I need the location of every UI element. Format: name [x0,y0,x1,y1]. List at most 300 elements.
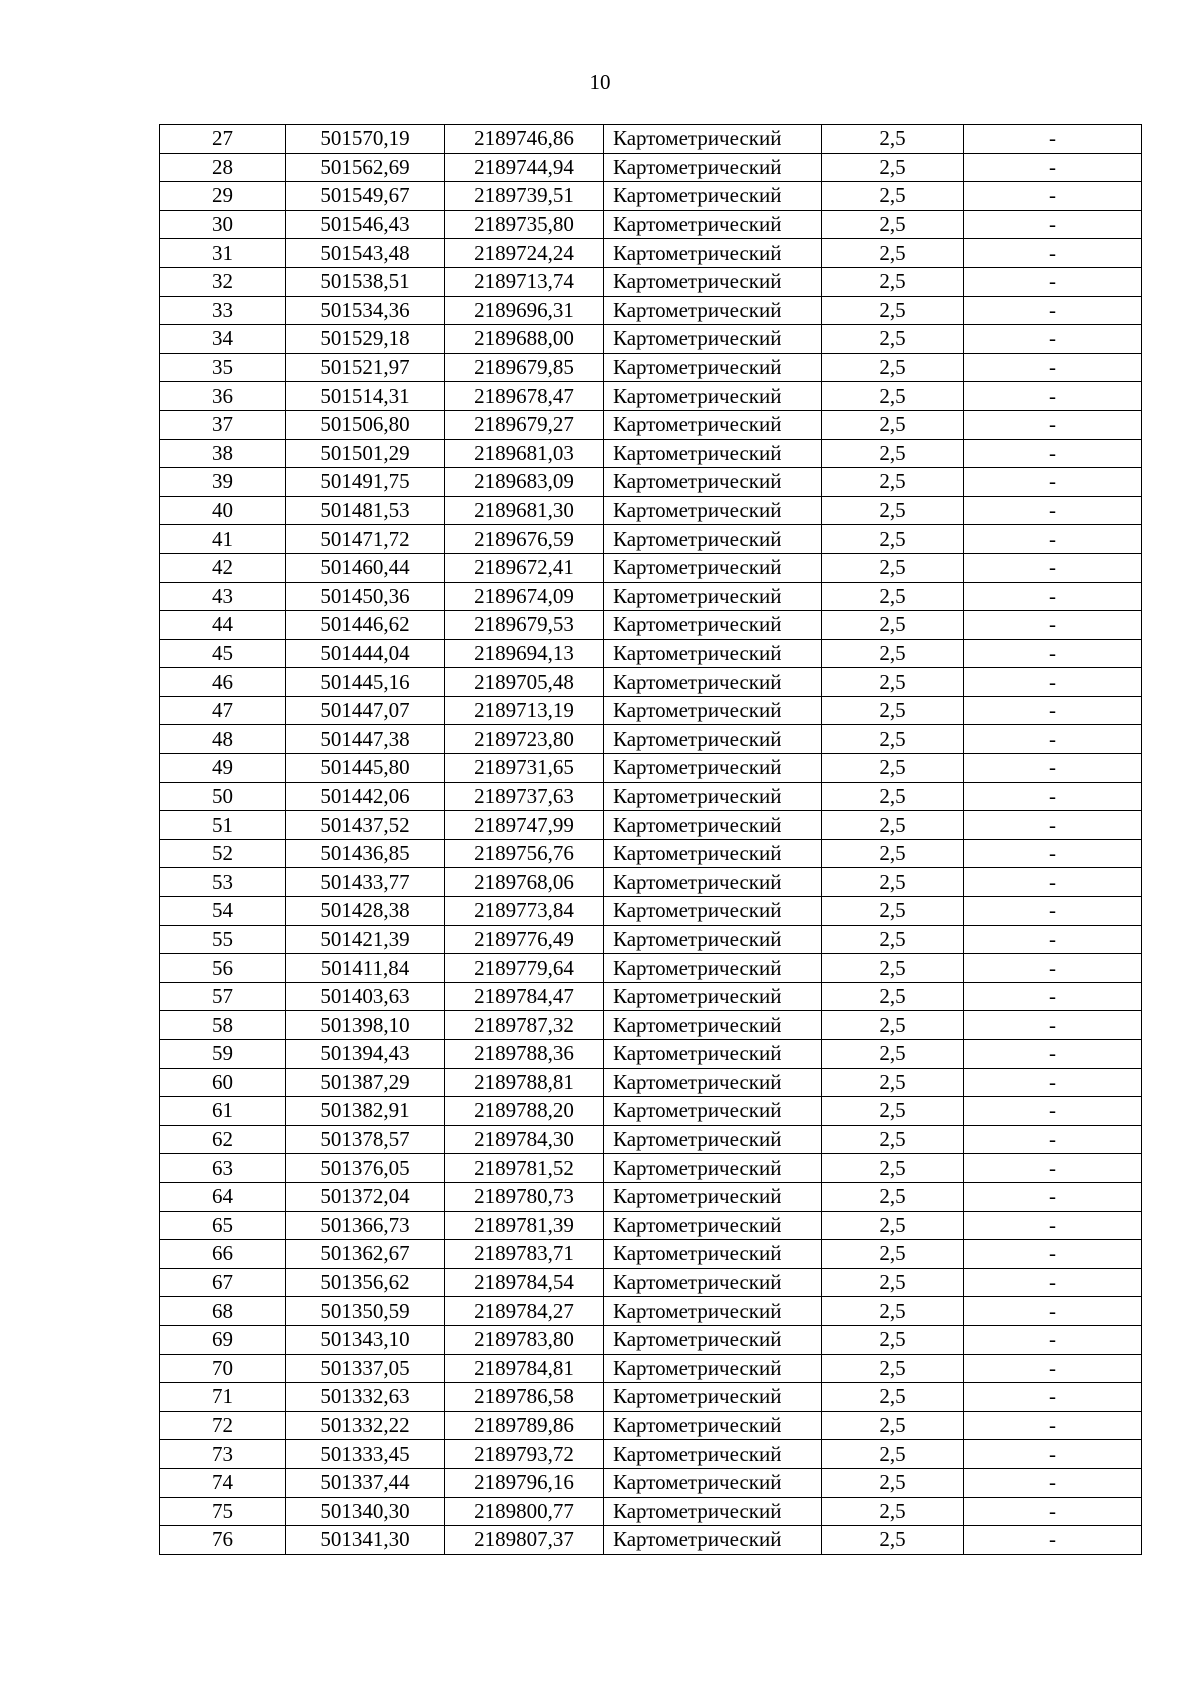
y-coordinate-cell: 2189676,59 [445,525,604,554]
x-coordinate-cell: 501341,30 [286,1526,445,1555]
method-cell: Картометрический [604,1497,822,1526]
accuracy-cell: 2,5 [822,954,964,983]
accuracy-cell: 2,5 [822,897,964,926]
accuracy-cell: 2,5 [822,982,964,1011]
table-row [160,439,1142,468]
table-row [160,1526,1142,1555]
accuracy-cell: 2,5 [822,410,964,439]
y-coordinate-cell: 2189739,51 [445,182,604,211]
accuracy-cell: 2,5 [822,1040,964,1069]
x-coordinate-cell: 501514,31 [286,382,445,411]
description-cell: - [964,239,1142,268]
y-coordinate-cell: 2189783,71 [445,1240,604,1269]
description-cell: - [964,1211,1142,1240]
method-cell: Картометрический [604,639,822,668]
method-cell: Картометрический [604,210,822,239]
table-row [160,1182,1142,1211]
table-row [160,639,1142,668]
method-cell: Картометрический [604,1125,822,1154]
description-cell: - [964,925,1142,954]
point-number-cell: 74 [160,1468,286,1497]
method-cell: Картометрический [604,325,822,354]
accuracy-cell: 2,5 [822,1325,964,1354]
method-cell: Картометрический [604,811,822,840]
description-cell: - [964,325,1142,354]
table-row [160,468,1142,497]
x-coordinate-cell: 501433,77 [286,868,445,897]
accuracy-cell: 2,5 [822,839,964,868]
x-coordinate-cell: 501382,91 [286,1097,445,1126]
x-coordinate-cell: 501437,52 [286,811,445,840]
point-number-cell: 69 [160,1325,286,1354]
y-coordinate-cell: 2189694,13 [445,639,604,668]
accuracy-cell: 2,5 [822,1497,964,1526]
x-coordinate-cell: 501337,44 [286,1468,445,1497]
x-coordinate-cell: 501450,36 [286,582,445,611]
method-cell: Картометрический [604,267,822,296]
accuracy-cell: 2,5 [822,754,964,783]
description-cell: - [964,696,1142,725]
table-row [160,410,1142,439]
method-cell: Картометрический [604,296,822,325]
y-coordinate-cell: 2189781,39 [445,1211,604,1240]
point-number-cell: 65 [160,1211,286,1240]
y-coordinate-cell: 2189783,80 [445,1325,604,1354]
method-cell: Картометрический [604,1526,822,1555]
accuracy-cell: 2,5 [822,1097,964,1126]
description-cell: - [964,468,1142,497]
point-number-cell: 58 [160,1011,286,1040]
table-row [160,182,1142,211]
description-cell: - [964,382,1142,411]
description-cell: - [964,1440,1142,1469]
accuracy-cell: 2,5 [822,1297,964,1326]
x-coordinate-cell: 501378,57 [286,1125,445,1154]
method-cell: Картометрический [604,1354,822,1383]
description-cell: - [964,439,1142,468]
y-coordinate-cell: 2189679,27 [445,410,604,439]
point-number-cell: 32 [160,267,286,296]
y-coordinate-cell: 2189780,73 [445,1182,604,1211]
y-coordinate-cell: 2189807,37 [445,1526,604,1555]
method-cell: Картометрический [604,582,822,611]
x-coordinate-cell: 501529,18 [286,325,445,354]
x-coordinate-cell: 501549,67 [286,182,445,211]
table-row [160,982,1142,1011]
table-row [160,382,1142,411]
table-row [160,897,1142,926]
x-coordinate-cell: 501546,43 [286,210,445,239]
table-row [160,1125,1142,1154]
y-coordinate-cell: 2189681,30 [445,496,604,525]
point-number-cell: 53 [160,868,286,897]
method-cell: Картометрический [604,125,822,154]
point-number-cell: 62 [160,1125,286,1154]
description-cell: - [964,1383,1142,1412]
accuracy-cell: 2,5 [822,725,964,754]
method-cell: Картометрический [604,1468,822,1497]
point-number-cell: 68 [160,1297,286,1326]
y-coordinate-cell: 2189679,85 [445,353,604,382]
description-cell: - [964,868,1142,897]
y-coordinate-cell: 2189683,09 [445,468,604,497]
table-row [160,754,1142,783]
table-row [160,496,1142,525]
method-cell: Картометрический [604,439,822,468]
accuracy-cell: 2,5 [822,611,964,640]
point-number-cell: 37 [160,410,286,439]
description-cell: - [964,1011,1142,1040]
method-cell: Картометрический [604,182,822,211]
point-number-cell: 46 [160,668,286,697]
description-cell: - [964,1325,1142,1354]
description-cell: - [964,1497,1142,1526]
method-cell: Картометрический [604,496,822,525]
table-row [160,125,1142,154]
x-coordinate-cell: 501428,38 [286,897,445,926]
x-coordinate-cell: 501421,39 [286,925,445,954]
point-number-cell: 60 [160,1068,286,1097]
point-number-cell: 72 [160,1411,286,1440]
x-coordinate-cell: 501570,19 [286,125,445,154]
point-number-cell: 29 [160,182,286,211]
method-cell: Картометрический [604,725,822,754]
y-coordinate-cell: 2189773,84 [445,897,604,926]
x-coordinate-cell: 501376,05 [286,1154,445,1183]
y-coordinate-cell: 2189672,41 [445,553,604,582]
y-coordinate-cell: 2189747,99 [445,811,604,840]
description-cell: - [964,153,1142,182]
accuracy-cell: 2,5 [822,668,964,697]
description-cell: - [964,782,1142,811]
point-number-cell: 56 [160,954,286,983]
x-coordinate-cell: 501501,29 [286,439,445,468]
y-coordinate-cell: 2189784,54 [445,1268,604,1297]
description-cell: - [964,1354,1142,1383]
method-cell: Картометрический [604,1211,822,1240]
table-row [160,868,1142,897]
point-number-cell: 27 [160,125,286,154]
x-coordinate-cell: 501403,63 [286,982,445,1011]
description-cell: - [964,1154,1142,1183]
description-cell: - [964,296,1142,325]
table-row [160,1040,1142,1069]
y-coordinate-cell: 2189788,36 [445,1040,604,1069]
table-row [160,954,1142,983]
method-cell: Картометрический [604,153,822,182]
coordinates-table [159,124,1142,1555]
description-cell: - [964,982,1142,1011]
table-row [160,325,1142,354]
description-cell: - [964,1240,1142,1269]
point-number-cell: 36 [160,382,286,411]
method-cell: Картометрический [604,982,822,1011]
description-cell: - [964,1182,1142,1211]
table-row [160,296,1142,325]
method-cell: Картометрический [604,954,822,983]
y-coordinate-cell: 2189696,31 [445,296,604,325]
accuracy-cell: 2,5 [822,1526,964,1555]
x-coordinate-cell: 501506,80 [286,410,445,439]
y-coordinate-cell: 2189744,94 [445,153,604,182]
y-coordinate-cell: 2189779,64 [445,954,604,983]
method-cell: Картометрический [604,1440,822,1469]
y-coordinate-cell: 2189674,09 [445,582,604,611]
description-cell: - [964,410,1142,439]
table-row [160,553,1142,582]
table-row [160,811,1142,840]
y-coordinate-cell: 2189756,76 [445,839,604,868]
description-cell: - [964,1097,1142,1126]
table-row [160,1011,1142,1040]
accuracy-cell: 2,5 [822,1468,964,1497]
method-cell: Картометрический [604,668,822,697]
y-coordinate-cell: 2189800,77 [445,1497,604,1526]
x-coordinate-cell: 501445,80 [286,754,445,783]
description-cell: - [964,639,1142,668]
description-cell: - [964,1125,1142,1154]
accuracy-cell: 2,5 [822,1268,964,1297]
table-row [160,1440,1142,1469]
accuracy-cell: 2,5 [822,1011,964,1040]
y-coordinate-cell: 2189796,16 [445,1468,604,1497]
y-coordinate-cell: 2189781,52 [445,1154,604,1183]
table-row [160,1411,1142,1440]
x-coordinate-cell: 501411,84 [286,954,445,983]
accuracy-cell: 2,5 [822,1440,964,1469]
method-cell: Картометрический [604,868,822,897]
y-coordinate-cell: 2189784,27 [445,1297,604,1326]
point-number-cell: 48 [160,725,286,754]
method-cell: Картометрический [604,611,822,640]
description-cell: - [964,611,1142,640]
point-number-cell: 38 [160,439,286,468]
description-cell: - [964,1468,1142,1497]
method-cell: Картометрический [604,1097,822,1126]
description-cell: - [964,1411,1142,1440]
table-row [160,1240,1142,1269]
point-number-cell: 47 [160,696,286,725]
coordinates-table-body [160,125,1142,1555]
point-number-cell: 76 [160,1526,286,1555]
method-cell: Картометрический [604,239,822,268]
point-number-cell: 41 [160,525,286,554]
accuracy-cell: 2,5 [822,1068,964,1097]
description-cell: - [964,897,1142,926]
y-coordinate-cell: 2189787,32 [445,1011,604,1040]
description-cell: - [964,725,1142,754]
description-cell: - [964,353,1142,382]
x-coordinate-cell: 501446,62 [286,611,445,640]
y-coordinate-cell: 2189688,00 [445,325,604,354]
x-coordinate-cell: 501343,10 [286,1325,445,1354]
table-row [160,1354,1142,1383]
y-coordinate-cell: 2189681,03 [445,439,604,468]
method-cell: Картометрический [604,410,822,439]
x-coordinate-cell: 501332,63 [286,1383,445,1412]
accuracy-cell: 2,5 [822,468,964,497]
point-number-cell: 33 [160,296,286,325]
method-cell: Картометрический [604,1297,822,1326]
y-coordinate-cell: 2189788,20 [445,1097,604,1126]
description-cell: - [964,811,1142,840]
point-number-cell: 54 [160,897,286,926]
point-number-cell: 43 [160,582,286,611]
point-number-cell: 35 [160,353,286,382]
accuracy-cell: 2,5 [822,925,964,954]
x-coordinate-cell: 501337,05 [286,1354,445,1383]
x-coordinate-cell: 501372,04 [286,1182,445,1211]
accuracy-cell: 2,5 [822,382,964,411]
accuracy-cell: 2,5 [822,325,964,354]
x-coordinate-cell: 501340,30 [286,1497,445,1526]
table-row [160,525,1142,554]
description-cell: - [964,954,1142,983]
y-coordinate-cell: 2189705,48 [445,668,604,697]
point-number-cell: 44 [160,611,286,640]
x-coordinate-cell: 501350,59 [286,1297,445,1326]
method-cell: Картометрический [604,1240,822,1269]
table-row [160,1268,1142,1297]
accuracy-cell: 2,5 [822,353,964,382]
method-cell: Картометрический [604,525,822,554]
x-coordinate-cell: 501447,07 [286,696,445,725]
x-coordinate-cell: 501460,44 [286,553,445,582]
description-cell: - [964,267,1142,296]
y-coordinate-cell: 2189786,58 [445,1383,604,1412]
method-cell: Картометрический [604,1068,822,1097]
y-coordinate-cell: 2189678,47 [445,382,604,411]
point-number-cell: 45 [160,639,286,668]
accuracy-cell: 2,5 [822,525,964,554]
method-cell: Картометрический [604,1011,822,1040]
point-number-cell: 49 [160,754,286,783]
y-coordinate-cell: 2189713,19 [445,696,604,725]
point-number-cell: 59 [160,1040,286,1069]
x-coordinate-cell: 501442,06 [286,782,445,811]
y-coordinate-cell: 2189789,86 [445,1411,604,1440]
description-cell: - [964,1040,1142,1069]
accuracy-cell: 2,5 [822,182,964,211]
point-number-cell: 66 [160,1240,286,1269]
accuracy-cell: 2,5 [822,296,964,325]
description-cell: - [964,754,1142,783]
table-row [160,353,1142,382]
table-row [160,1068,1142,1097]
point-number-cell: 70 [160,1354,286,1383]
table-row [160,1325,1142,1354]
description-cell: - [964,182,1142,211]
method-cell: Картометрический [604,1383,822,1412]
description-cell: - [964,1526,1142,1555]
x-coordinate-cell: 501543,48 [286,239,445,268]
x-coordinate-cell: 501562,69 [286,153,445,182]
x-coordinate-cell: 501356,62 [286,1268,445,1297]
table-row [160,1097,1142,1126]
point-number-cell: 28 [160,153,286,182]
accuracy-cell: 2,5 [822,1125,964,1154]
table-row [160,839,1142,868]
accuracy-cell: 2,5 [822,1211,964,1240]
x-coordinate-cell: 501534,36 [286,296,445,325]
table-row [160,696,1142,725]
table-row [160,1383,1142,1412]
table-row [160,153,1142,182]
x-coordinate-cell: 501436,85 [286,839,445,868]
accuracy-cell: 2,5 [822,239,964,268]
accuracy-cell: 2,5 [822,496,964,525]
x-coordinate-cell: 501333,45 [286,1440,445,1469]
method-cell: Картометрический [604,1411,822,1440]
description-cell: - [964,582,1142,611]
y-coordinate-cell: 2189679,53 [445,611,604,640]
point-number-cell: 63 [160,1154,286,1183]
point-number-cell: 52 [160,839,286,868]
table-row [160,1154,1142,1183]
table-row [160,668,1142,697]
table-row [160,1211,1142,1240]
accuracy-cell: 2,5 [822,125,964,154]
point-number-cell: 73 [160,1440,286,1469]
description-cell: - [964,553,1142,582]
table-row [160,611,1142,640]
table-row [160,1497,1142,1526]
description-cell: - [964,668,1142,697]
x-coordinate-cell: 501387,29 [286,1068,445,1097]
accuracy-cell: 2,5 [822,1383,964,1412]
x-coordinate-cell: 501447,38 [286,725,445,754]
method-cell: Картометрический [604,897,822,926]
method-cell: Картометрический [604,696,822,725]
method-cell: Картометрический [604,1268,822,1297]
accuracy-cell: 2,5 [822,153,964,182]
accuracy-cell: 2,5 [822,267,964,296]
table-row [160,1468,1142,1497]
accuracy-cell: 2,5 [822,811,964,840]
table-row [160,267,1142,296]
table-row [160,239,1142,268]
y-coordinate-cell: 2189788,81 [445,1068,604,1097]
x-coordinate-cell: 501444,04 [286,639,445,668]
y-coordinate-cell: 2189784,30 [445,1125,604,1154]
method-cell: Картометрический [604,553,822,582]
accuracy-cell: 2,5 [822,210,964,239]
description-cell: - [964,839,1142,868]
accuracy-cell: 2,5 [822,1354,964,1383]
x-coordinate-cell: 501538,51 [286,267,445,296]
y-coordinate-cell: 2189793,72 [445,1440,604,1469]
y-coordinate-cell: 2189724,24 [445,239,604,268]
description-cell: - [964,1268,1142,1297]
accuracy-cell: 2,5 [822,582,964,611]
description-cell: - [964,1297,1142,1326]
page-number: 10 [589,70,611,94]
y-coordinate-cell: 2189731,65 [445,754,604,783]
point-number-cell: 64 [160,1182,286,1211]
point-number-cell: 42 [160,553,286,582]
description-cell: - [964,210,1142,239]
point-number-cell: 55 [160,925,286,954]
table-row [160,782,1142,811]
point-number-cell: 39 [160,468,286,497]
y-coordinate-cell: 2189723,80 [445,725,604,754]
point-number-cell: 67 [160,1268,286,1297]
y-coordinate-cell: 2189713,74 [445,267,604,296]
method-cell: Картометрический [604,382,822,411]
table-row [160,582,1142,611]
y-coordinate-cell: 2189746,86 [445,125,604,154]
y-coordinate-cell: 2189768,06 [445,868,604,897]
